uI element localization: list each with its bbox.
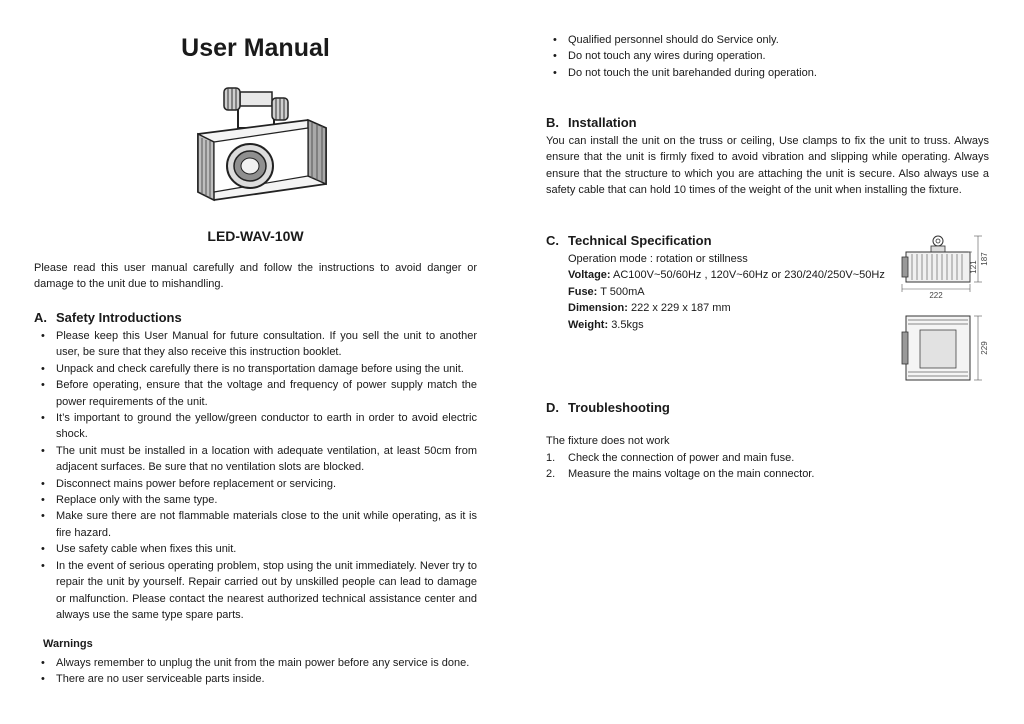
spec-label: Dimension: — [568, 302, 628, 315]
dim-inner: 121 — [969, 260, 978, 274]
list-item — [34, 671, 477, 687]
spec-list — [568, 251, 898, 333]
list-item — [546, 65, 989, 81]
spec-weight — [568, 317, 898, 333]
list-item-text: In the event of serious operating problem, stop using the unit immediately. Never try to repair the unit by yourself. Repair carried out by unskilled people can lead to damage or malfunction. Please contact the nearest authorized technical assistance center and always use the same type spare parts. — [56, 559, 477, 621]
spec-value: 3.5kgs — [611, 318, 644, 331]
spec-voltage — [568, 267, 898, 283]
bullet-icon: • — [41, 559, 45, 572]
bullet-icon: • — [41, 673, 45, 686]
bullet-icon: • — [41, 412, 45, 425]
section-letter: D. — [546, 400, 559, 415]
section-title: Troubleshooting — [568, 400, 670, 415]
list-item-text: There are no user serviceable parts inside. — [56, 673, 265, 686]
spec-label: Voltage: — [568, 269, 611, 282]
product-illustration — [180, 84, 330, 206]
list-item — [546, 466, 989, 482]
intro-paragraph: Please read this user manual carefully and follow the instructions to avoid danger or damage to the unit due to mishandling. — [34, 262, 477, 291]
tech-spec-heading — [546, 233, 712, 248]
bullet-icon: • — [41, 444, 45, 457]
section-letter: C. — [546, 233, 559, 248]
list-item — [34, 655, 477, 671]
item-number: 2. — [546, 468, 556, 481]
section-title: Installation — [568, 115, 637, 130]
spec-value: T 500mA — [600, 285, 645, 298]
list-item — [34, 443, 477, 476]
bullet-icon: • — [41, 510, 45, 523]
list-item — [546, 450, 989, 466]
list-item-text: Measure the mains voltage on the main connector. — [568, 468, 815, 481]
list-item-text: It’s important to ground the yellow/green conductor to earth in order to avoid electric shock. — [56, 412, 477, 441]
list-item — [34, 558, 477, 624]
safety-heading — [34, 310, 182, 325]
bullet-icon: • — [41, 477, 45, 490]
list-item — [34, 328, 477, 361]
page-title: User Manual — [181, 34, 330, 62]
warnings-heading: Warnings — [43, 638, 93, 650]
section-letter: B. — [546, 115, 559, 130]
list-item-text: Use safety cable when fixes this unit. — [56, 543, 237, 556]
list-item-text: Replace only with the same type. — [56, 494, 218, 507]
list-item — [34, 492, 477, 508]
bullet-icon: • — [41, 494, 45, 507]
list-item — [34, 508, 477, 541]
bullet-icon: • — [553, 34, 557, 46]
list-item-text: Please keep this User Manual for future consultation. If you sell the unit to another user, be sure that they also receive this instruction booklet. — [56, 330, 477, 359]
list-item-text: Qualified personnel should do Service only. — [568, 34, 779, 46]
list-item-text: Check the connection of power and main fuse. — [568, 452, 795, 464]
troubleshooting-heading — [546, 400, 670, 415]
bullet-icon: • — [41, 330, 45, 342]
installation-heading — [546, 115, 637, 130]
list-item-text: Do not touch any wires during operation. — [568, 50, 766, 63]
dim-width: 222 — [929, 291, 943, 300]
list-item — [546, 32, 989, 48]
list-item-text: Make sure there are not flammable materials close to the unit while operating, as it is fire hazard. — [56, 510, 477, 539]
list-item-text: The unit must be installed in a location with adequate ventilation, at least 50cm from adjacent surfaces. Be sure that no ventilation slots are blocked. — [56, 444, 477, 474]
bullet-icon: • — [41, 657, 45, 669]
warnings-list-continued — [546, 32, 989, 81]
installation-paragraph: You can install the unit on the truss or ceiling, Use clamps to fix the unit to truss. Always ensure that the unit is firmly fixed to avoid vibration and slipping while operating. Always ensure that the structure to which you are attaching the unit is secure. Also always use a safety cable that can hold 10 times of the weight of the unit when installing the fixture. — [546, 135, 989, 197]
section-title: Technical Specification — [568, 233, 712, 248]
troubleshooting-intro: The fixture does not work — [546, 435, 670, 447]
list-item — [34, 476, 477, 492]
list-item-text: Disconnect mains power before replacement or servicing. — [56, 477, 337, 490]
spec-label: Fuse: — [568, 285, 598, 298]
safety-list — [34, 328, 477, 623]
section-letter: A. — [34, 310, 47, 325]
item-number: 1. — [546, 452, 556, 464]
section-title: Safety Introductions — [56, 310, 182, 325]
spec-fuse — [568, 284, 898, 300]
bullet-icon: • — [553, 66, 557, 79]
spec-value: AC100V~50/60Hz , 120V~60Hz or 230/240/250V~50Hz — [613, 269, 885, 282]
dim-height: 187 — [980, 252, 989, 266]
spec-label: Weight: — [568, 318, 609, 331]
spec-dimension — [568, 300, 898, 316]
list-item — [34, 541, 477, 557]
spec-value: 222 x 229 x 187 mm — [630, 302, 731, 315]
list-item — [546, 48, 989, 64]
list-item — [34, 410, 477, 443]
model-name: LED-WAV-10W — [207, 228, 304, 244]
list-item-text: Always remember to unplug the unit from the main power before any service is done. — [56, 657, 470, 669]
dim-depth: 229 — [980, 341, 989, 355]
list-item-text: Unpack and check carefully there is no transportation damage before using the unit. — [56, 362, 464, 375]
spec-operation: Operation mode : rotation or stillness — [568, 253, 748, 265]
list-item — [34, 377, 477, 410]
list-item — [34, 361, 477, 377]
list-item-text: Before operating, ensure that the voltage and frequency of power supply match the power requirements of the unit. — [56, 379, 477, 408]
troubleshooting-list — [546, 450, 989, 483]
list-item-text: Do not touch the unit barehanded during operation. — [568, 66, 817, 79]
bullet-icon: • — [553, 50, 557, 63]
bullet-icon: • — [41, 543, 45, 556]
bullet-icon: • — [41, 379, 45, 392]
bullet-icon: • — [41, 362, 45, 375]
warnings-list — [34, 655, 477, 688]
dimension-drawing — [898, 232, 990, 382]
